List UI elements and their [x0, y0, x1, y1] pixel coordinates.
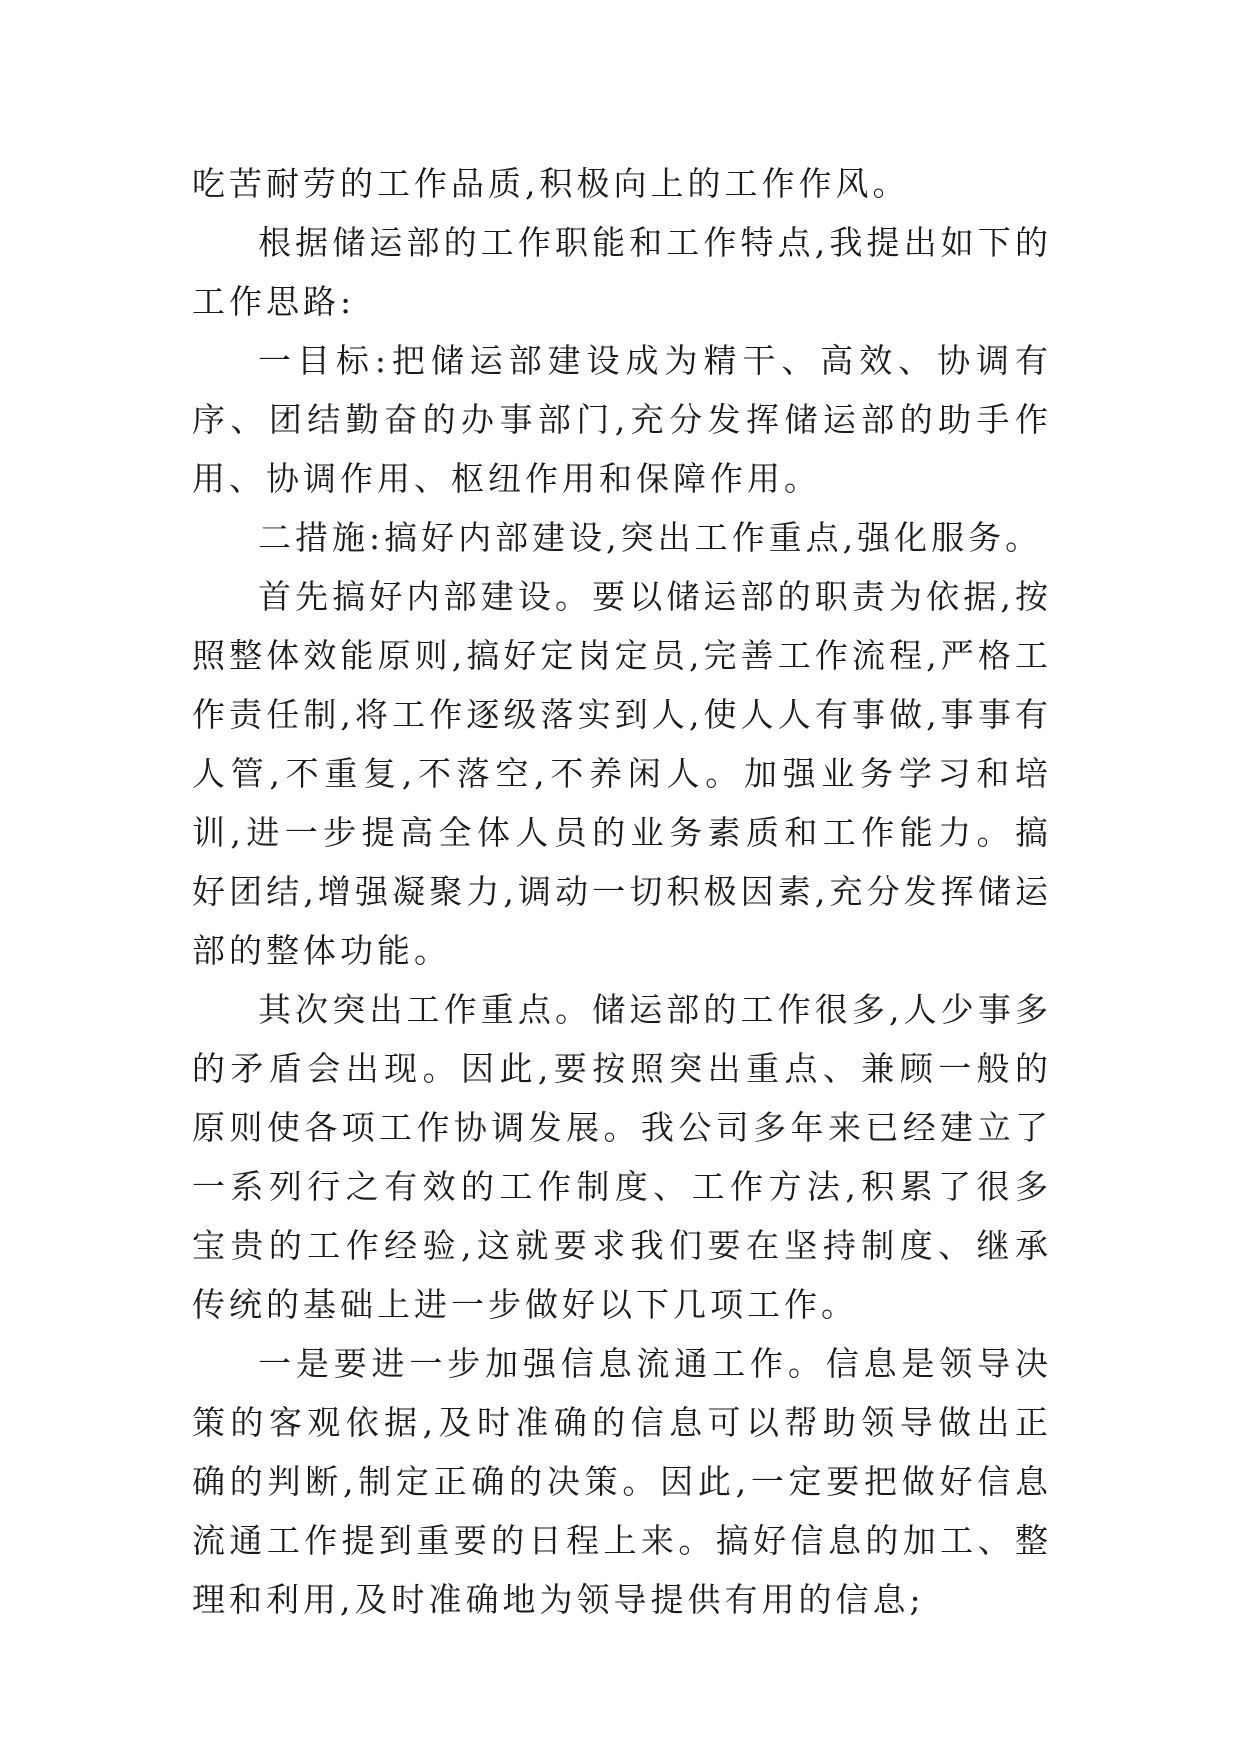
paragraph-goal: 一目标:把储运部建设成为精干、高效、协调有序、团结勤奋的办事部门,充分发挥储运部的助手作用、协调作用、枢纽作用和保障作用。	[192, 341, 1052, 498]
paragraph-internal-building: 首先搞好内部建设。要以储运部的职责为依据,按照整体效能原则,搞好定岗定员,完善工作流程,严格工作责任制,将工作逐级落实到人,使人人有事做,事事有人管,不重复,不落空,不养闲人。加强业务学习和培训,进一步提高全体人员的业务素质和工作能力。搞好团结,增强凝聚力,调动一切积极因素,充分发挥储运部的整体功能。	[192, 577, 1052, 970]
paragraph-key-work: 其次突出工作重点。储运部的工作很多,人少事多的矛盾会出现。因此,要按照突出重点、兼顾一般的原则使各项工作协调发展。我公司多年来已经建立了一系列行之有效的工作制度、工作方法,积累了很多宝贵的工作经验,这就要求我们要在坚持制度、继承传统的基础上进一步做好以下几项工作。	[192, 990, 1052, 1324]
paragraph-measures: 二措施:搞好内部建设,突出工作重点,强化服务。	[258, 518, 1043, 557]
paragraph-information-flow: 一是要进一步加强信息流通工作。信息是领导决策的客观依据,及时准确的信息可以帮助领导做出正确的判断,制定正确的决策。因此,一定要把做好信息流通工作提到重要的日程上来。搞好信息的加工、整理和利用,及时准确地为领导提供有用的信息;	[192, 1344, 1052, 1619]
paragraph-work-ideas: 根据储运部的工作职能和工作特点,我提出如下的工作思路:	[192, 223, 1052, 321]
paragraph-continuation: 吃苦耐劳的工作品质,积极向上的工作作风。	[192, 164, 910, 203]
document-body	[192, 154, 1052, 1629]
